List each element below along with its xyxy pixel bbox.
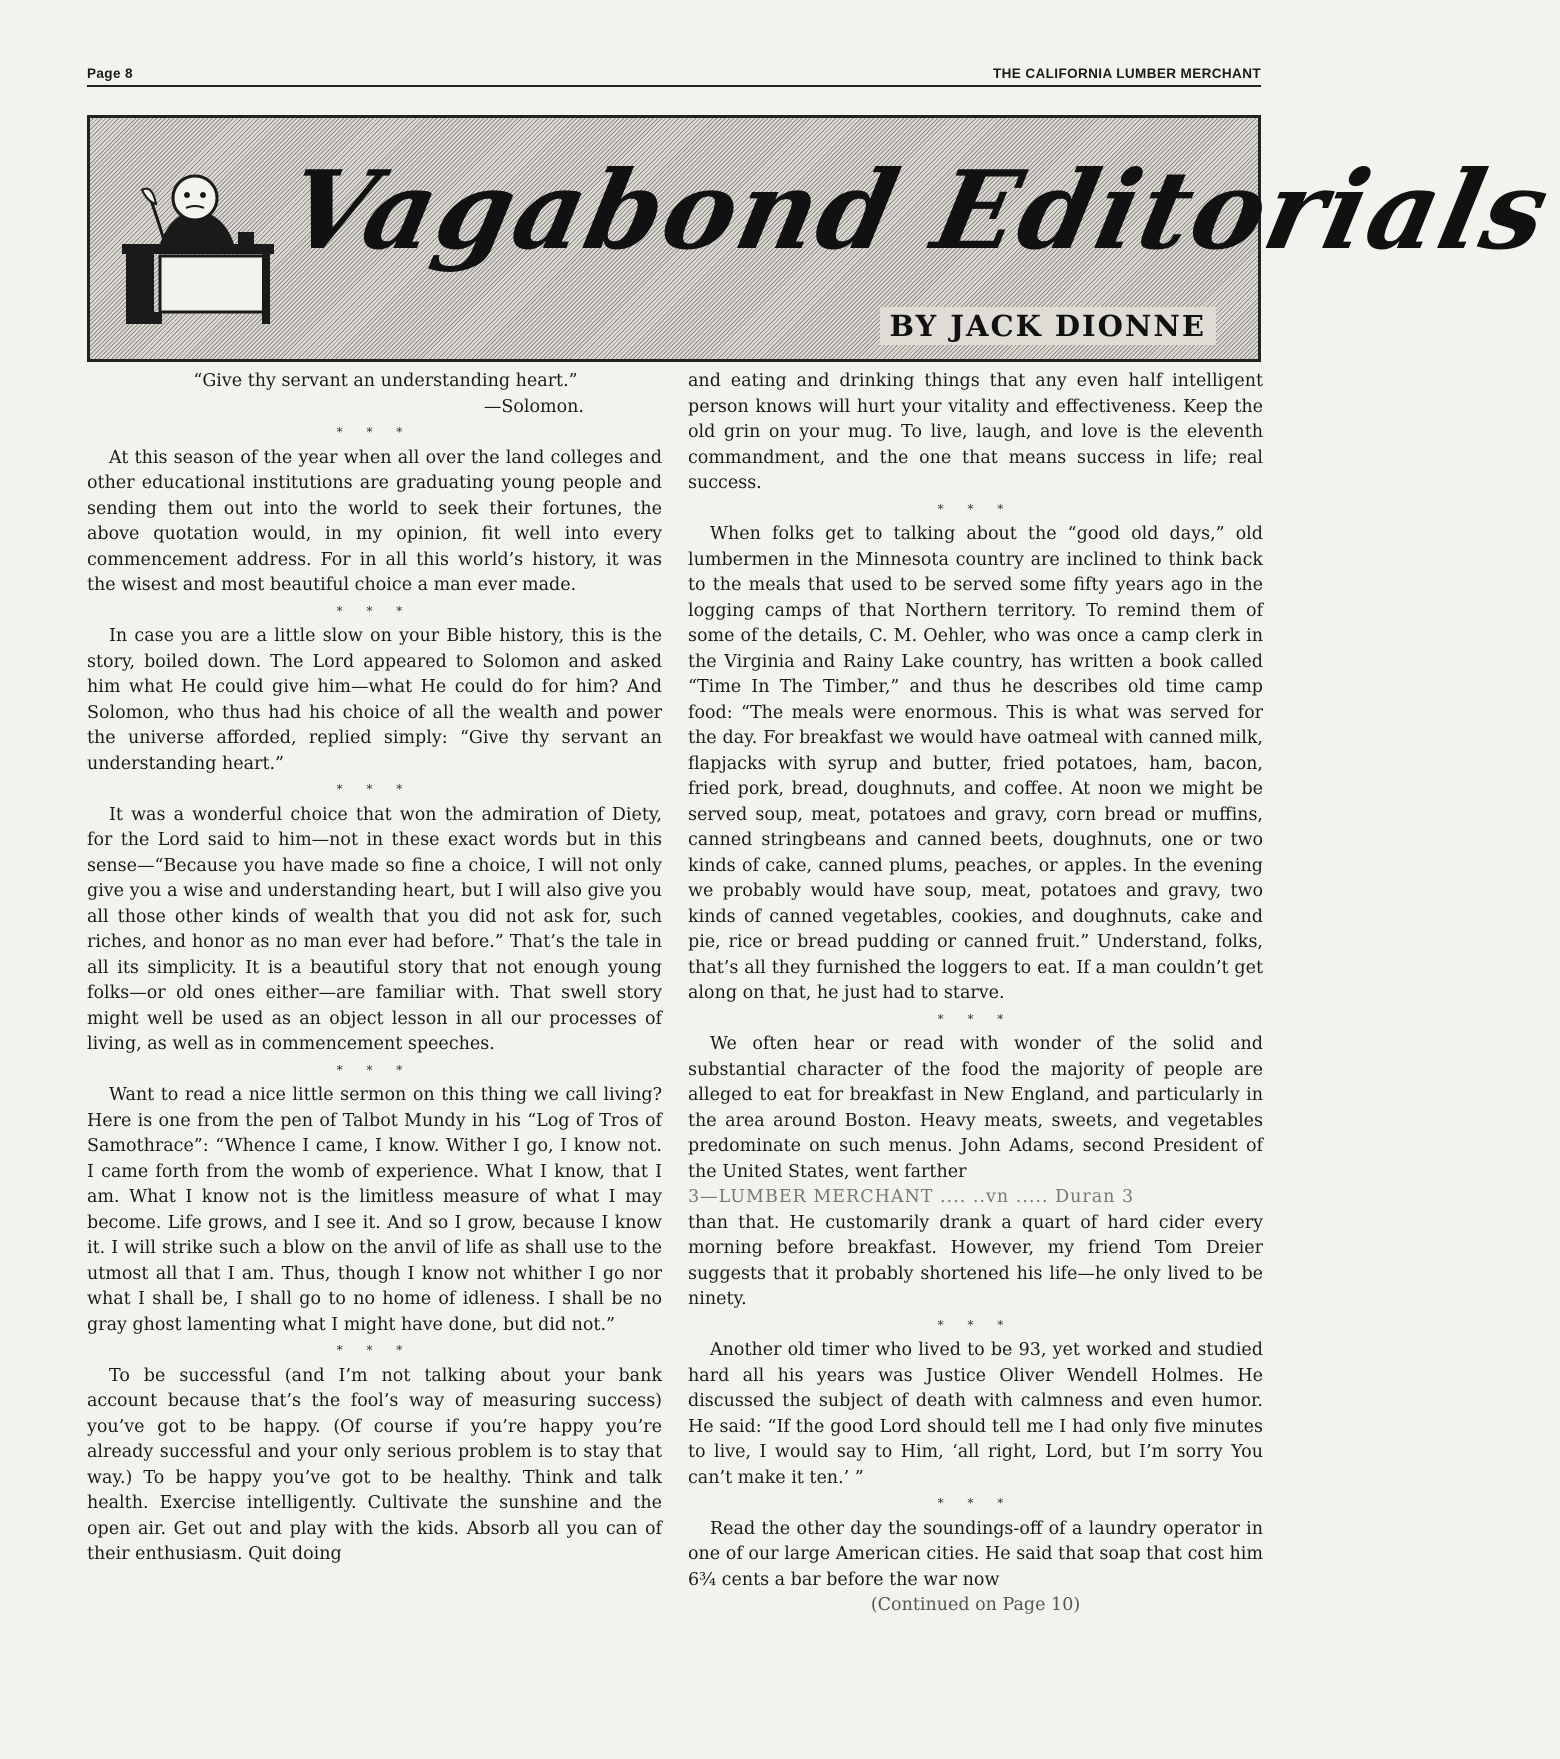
banner-title: Vagabond Editorials bbox=[276, 148, 1560, 274]
paragraph: When folks get to talking about the “good old days,” old lumbermen in the Minnesota country are inclined to think back to the meals that used to be served some fifty years ago in the logging camps of that Northern territory. To remind them of some of the details, C. M. Oehler, who was once a camp clerk in the Virginia and Rainy Lake country, has written a book called “Time In The Timber,” and thus he describes old time camp food: “The meals were enormous. This is what was served for the day. For breakfast we would have oatmeal with canned milk, flapjacks with syrup and butter, fried potatoes, ham, bacon, fried pork, bread, doughnuts, and coffee. At noon we might be served soup, meat, potatoes and gravy, corn bread or muffins, canned stringbeans and canned beets, doughnuts, one or two kinds of cake, canned plums, peaches, or apples. In the evening we probably would have soup, meat, potatoes and gravy, two kinds of canned vegetables, cookies, and doughnuts, cake and pie, rice or bread pudding or canned fruit.” Understand, folks, that’s all they furnished the loggers to eat. If a man couldn’t get along on that, he just had to starve. bbox=[688, 524, 1263, 1003]
right-column bbox=[688, 369, 1263, 1619]
section-separator: * * * bbox=[336, 603, 413, 618]
header-rule bbox=[87, 85, 1261, 87]
left-column bbox=[87, 369, 662, 1568]
page-number: Page 8 bbox=[87, 66, 133, 81]
publication-name: THE CALIFORNIA LUMBER MERCHANT bbox=[993, 66, 1261, 81]
paragraph: Another old timer who lived to be 93, yet worked and studied hard all his years was Justice Oliver Wendell Holmes. He discussed the subject of death with calmness and even humor. He said: “If the good Lord should tell me I had only five minutes to live, I would say to Him, ‘all right, Lord, but I’m sorry You can’t make it ten.’ ” bbox=[688, 1340, 1263, 1488]
section-separator: * * * bbox=[937, 501, 1014, 516]
epigraph-attribution: —Solomon. bbox=[483, 396, 584, 417]
byline: BY JACK DIONNE bbox=[880, 307, 1217, 345]
section-separator: * * * bbox=[937, 1496, 1014, 1510]
paragraph: than that. He customarily drank a quart of hard cider every morning before breakfast. However, my friend Tom Dreier suggests that it probably shortened his life—he only lived to be ninety. bbox=[688, 1212, 1263, 1309]
section-separator: * * * bbox=[336, 1062, 413, 1077]
paragraph: It was a wonderful choice that won the admiration of Diety, for the Lord said to him—not in these exact words but in this sense—“Because you have made so fine a choice, I will not only give you a wise and understanding heart, but I will also give you all those other kinds of wealth that you did not ask for, such riches, and honor as no man ever had before.” That’s the tale in all its simplicity. It is a beautiful story that not enough young folks—or old ones either—are familiar with. That swell story might well be used as an object lesson in all our processes of living, as well as in commencement speeches. bbox=[87, 804, 662, 1054]
section-separator: * * * bbox=[336, 782, 413, 796]
continued-note: (Continued on Page 10) bbox=[870, 1595, 1081, 1615]
paragraph: and eating and drinking things that any even half intelligent person knows will hurt your vitality and effectiveness. Keep the old grin on your mug. To live, laugh, and love is the eleventh commandment, and the one that means success in life; real success. bbox=[688, 371, 1263, 493]
section-separator: * * * bbox=[937, 1317, 1014, 1332]
epigraph: “Give thy servant an understanding heart.” bbox=[193, 371, 578, 391]
misprint-line: 3—LUMBER MERCHANT .... ..vn ..... Duran 3 bbox=[688, 1187, 1135, 1207]
paragraph: Want to read a nice little sermon on this thing we call living? Here is one from the pen of Talbot Mundy in his “Log of Tros of Samothrace”: “Whence I came, I know. Wither I go, I know not. I came forth from the womb of experience. What I know, that I am. What I know not is the limitless measure of what I may become. Life grows, and I see it. And so I grow, because I know it. I will strike such a blow on the anvil of life as shall use to the utmost all that I am. Thus, though I know not whither I go nor what I shall be, I shall go to no home of idleness. I shall be no gray ghost lamenting what I might have done, but did not.” bbox=[87, 1085, 662, 1335]
section-separator: * * * bbox=[336, 1343, 413, 1357]
paragraph: We often hear or read with wonder of the solid and substantial character of the food the majority of people are alleged to eat for breakfast in New England, and particularly in the area around Boston. Heavy meats, sweets, and vegetables predominate on such menus. John Adams, second President of the United States, went farther bbox=[688, 1034, 1263, 1182]
editorial-banner bbox=[87, 115, 1560, 362]
section-separator: * * * bbox=[336, 425, 413, 439]
paragraph: Read the other day the soundings-off of a laundry operator in one of our large American cities. He said that soap that cost him 6¾ cents a bar before the war now bbox=[688, 1518, 1263, 1590]
paragraph: At this season of the year when all over the land colleges and other educational institutions are graduating young people and sending them out into the world to seek their fortunes, the above quotation would, in my opinion, fit well into every commencement address. For in all this world’s history, it was the wisest and most beautiful choice a man ever made. bbox=[87, 447, 662, 595]
paragraph: To be successful (and I’m not talking about your bank account because that’s the fool’s way of measuring success) you’ve got to be happy. (Of course if you’re happy you’re already successful and your only serious problem is to stay that way.) To be happy you’ve got to be healthy. Think and talk health. Exercise intelligently. Cultivate the sunshine and the open air. Get out and play with the kids. Absorb all you can of their enthusiasm. Quit doing bbox=[87, 1365, 662, 1564]
paragraph: In case you are a little slow on your Bible history, this is the story, boiled down. The Lord appeared to Solomon and asked him what He could give him—what He could do for him? And Solomon, who thus had his choice of all the wealth and power the universe afforded, replied simply: “Give thy servant an understanding heart.” bbox=[87, 626, 662, 774]
section-separator: * * * bbox=[937, 1011, 1014, 1026]
